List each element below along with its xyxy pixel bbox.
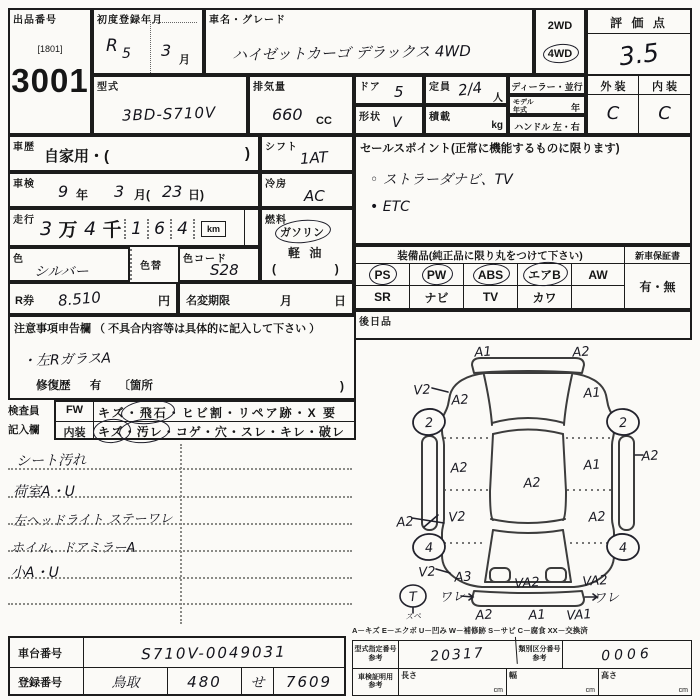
fuel-cell xyxy=(260,208,354,282)
r-ticket-value: 8.510 xyxy=(57,288,102,310)
repair-close-paren: ) xyxy=(340,379,344,393)
svg-text:V2: V2 xyxy=(448,509,467,526)
score-value: 3.5 xyxy=(617,37,661,72)
svg-text:V2: V2 xyxy=(418,564,437,581)
history-close: ) xyxy=(245,145,250,162)
svg-text:A2: A2 xyxy=(451,392,470,409)
handle-cell xyxy=(508,115,586,135)
notes-guide-vertical xyxy=(180,444,182,624)
capacity-label: 定員 xyxy=(429,82,451,93)
color-code-value: S28 xyxy=(210,261,239,279)
color-change-label: 色替 xyxy=(140,261,162,272)
mileage-sen-digit: 4 xyxy=(83,217,97,240)
name-change-day: 日 xyxy=(334,294,347,308)
fuel-gasoline: ガソリン xyxy=(280,224,324,240)
svg-text:A2: A2 xyxy=(523,475,542,492)
doors-label: ドア xyxy=(359,82,381,93)
svg-text:2: 2 xyxy=(424,415,434,432)
color-change-cell xyxy=(130,249,180,280)
score-cell xyxy=(586,8,692,135)
auction-number: 3001 xyxy=(11,62,89,99)
equip-airbag: エアB xyxy=(518,264,572,286)
svg-text:T: T xyxy=(408,589,418,606)
reg-class: 480 xyxy=(168,668,242,695)
month-suffix: 月 xyxy=(179,54,190,66)
capacity-cell xyxy=(424,75,508,105)
model-year-cell xyxy=(508,95,586,115)
type-no-value: 20317 xyxy=(398,637,518,672)
interior-label: 内 装 xyxy=(651,81,678,93)
fuel-paren-open: ( xyxy=(272,262,276,276)
sales-point-box xyxy=(354,135,692,245)
sales-point-1: ◦ ストラーダナビ、TV xyxy=(370,172,513,188)
ac-value: AC xyxy=(304,187,325,205)
svg-text:A2: A2 xyxy=(588,509,607,526)
model-code-label: 型式 xyxy=(97,82,119,93)
capacity-unit: 人 xyxy=(493,93,503,104)
svg-text:VA2: VA2 xyxy=(582,573,609,590)
model-year-label-1: モデル xyxy=(513,99,534,106)
drive-type-cell xyxy=(534,8,586,75)
inspector-label: 検査員 記入欄 xyxy=(8,405,40,436)
equip-aw: AW xyxy=(572,264,625,286)
reg-area: 鳥取 xyxy=(84,668,168,695)
fuel-paren-close: ) xyxy=(334,262,339,276)
drive-2wd: 2WD xyxy=(547,20,573,32)
ac-label: 冷房 xyxy=(265,179,287,190)
svg-text:VA2: VA2 xyxy=(514,575,541,592)
load-cell xyxy=(424,105,508,135)
displacement-unit: CC xyxy=(316,115,332,127)
note-cargo-area: 荷室A・U xyxy=(13,484,75,500)
interior-grade: C xyxy=(658,103,671,124)
model-code-value: 3BD-S710V xyxy=(121,103,217,125)
r-ticket-label: R券 xyxy=(15,295,34,307)
inspection-month: 3 xyxy=(114,182,125,201)
doors-cell xyxy=(354,75,424,105)
ac-cell xyxy=(260,172,354,208)
mileage-d2: 6 xyxy=(147,219,170,239)
warranty-label: 新車保証書 xyxy=(625,247,690,264)
svg-text:V2: V2 xyxy=(413,382,432,399)
fw-label: FW xyxy=(56,402,94,421)
reference-table xyxy=(352,640,692,696)
color-code-cell xyxy=(178,247,260,282)
model-code-cell xyxy=(92,75,248,135)
exterior-label: 外 装 xyxy=(588,76,639,94)
auction-number-label: 出品番号 xyxy=(13,15,57,26)
history-value: 自家用・( xyxy=(44,148,109,165)
damage-legend: A－キズ E－エクボ U－凹み W－補修跡 S－サビ C－腐食 XX－交換済 xyxy=(352,626,588,635)
warranty-value: 有・無 xyxy=(639,279,676,294)
type-no-label: 型式指定番号 参考 xyxy=(353,641,399,668)
inspection-month-suffix: 月( xyxy=(134,188,150,202)
length-cell: 長さ cm xyxy=(399,669,507,695)
fuel-diesel: 軽 油 xyxy=(288,246,325,260)
chassis-reg-table xyxy=(8,636,346,696)
svg-text:VA1: VA1 xyxy=(566,607,593,624)
svg-text:A2: A2 xyxy=(572,344,591,361)
equipment-table xyxy=(354,245,692,310)
interior-items: キズ ・ 汚レ ・ コゲ ・ 穴 ・ スレ ・ キレ ・ 破レ xyxy=(94,422,354,440)
equip-blank xyxy=(572,286,625,308)
interior-row-label: 内装 xyxy=(56,422,94,440)
first-reg-month: 3 xyxy=(161,41,172,60)
drive-4wd: 4WD xyxy=(547,48,573,60)
declaration-box xyxy=(8,315,356,400)
first-reg-year: 5 xyxy=(122,46,131,62)
shift-cell xyxy=(260,135,354,172)
class-no-label: 類別区分番号 参考 xyxy=(517,641,563,668)
history-cell xyxy=(8,135,260,172)
shape-value: V xyxy=(392,115,402,131)
load-label: 積載 xyxy=(429,112,451,123)
notes-guide-line xyxy=(8,577,352,579)
mileage-label: 走行 xyxy=(13,215,35,226)
auction-code: [1801] xyxy=(37,44,63,54)
exterior-grade: C xyxy=(588,95,639,133)
note-seat-dirt: シート汚れ xyxy=(15,452,87,470)
capacity-value: 2/4 xyxy=(456,78,484,100)
sen-glyph: 千 xyxy=(102,220,122,241)
color-code-label: 色コード xyxy=(183,254,227,265)
chassis-value: S710V-0049031 xyxy=(141,642,287,663)
shift-value: 1AT xyxy=(299,148,329,168)
svg-text:4: 4 xyxy=(424,540,434,557)
equip-pw: PW xyxy=(410,264,464,286)
displacement-cell xyxy=(248,75,354,135)
svg-text:A2: A2 xyxy=(641,448,660,465)
svg-text:2: 2 xyxy=(618,415,628,432)
chassis-label: 車台番号 xyxy=(10,638,84,667)
svg-text:ワレ: ワレ xyxy=(592,590,620,607)
doors-value: 5 xyxy=(394,83,404,101)
equip-kawa: カワ xyxy=(518,286,572,308)
handle-label: ハンドル 左・右 xyxy=(514,122,580,132)
mileage-cell xyxy=(8,208,260,247)
mileage-d1: 1 xyxy=(124,219,147,239)
svg-text:4: 4 xyxy=(618,540,628,557)
first-reg-era: R xyxy=(106,36,118,56)
load-unit: kg xyxy=(491,120,503,131)
reg-label: 登録番号 xyxy=(10,668,84,695)
repair-history-label: 修復歴 xyxy=(36,380,71,392)
declared-defect: ・左RガラスA xyxy=(21,350,112,370)
shift-label: シフト xyxy=(265,142,298,153)
fw-items: キズ ・ 飛石 ・ ヒビ割 ・ リペア跡 ・ X 要 xyxy=(94,402,354,421)
equip-sr: SR xyxy=(356,286,410,308)
svg-text:A1: A1 xyxy=(528,607,547,624)
reg-kana: せ xyxy=(242,668,274,695)
svg-text:A2: A2 xyxy=(450,460,469,477)
cert-label: 車検証明用 参考 xyxy=(353,669,399,695)
height-cell: 高さ cm xyxy=(601,671,688,694)
inspection-year-suffix: 年 xyxy=(76,188,89,202)
car-diagram xyxy=(396,333,696,625)
shape-label: 形状 xyxy=(359,112,381,123)
repair-location-label: 〔箇所 xyxy=(118,380,153,392)
shape-cell xyxy=(354,105,424,135)
color-cell xyxy=(8,247,130,282)
equip-tv: TV xyxy=(464,286,518,308)
car-name-cell xyxy=(204,8,534,75)
r-ticket-cell xyxy=(8,282,178,315)
repair-history-value: 有 xyxy=(89,380,102,392)
inspector-table xyxy=(54,400,356,440)
first-registration-cell xyxy=(92,8,204,75)
name-change-label: 名変期限 xyxy=(186,295,230,307)
inspection-day-suffix: 日) xyxy=(188,188,204,202)
history-label: 車歴 xyxy=(13,142,35,153)
inspection-label: 車検 xyxy=(13,179,35,190)
name-change-cell xyxy=(178,282,354,315)
note-wheel-mirror: ホイル、ドアミラーA xyxy=(11,541,136,556)
equipment-title: 装備品(純正品に限り丸をつけて下さい) xyxy=(356,247,625,264)
auction-number-cell xyxy=(8,8,92,135)
dealer-cell xyxy=(508,75,586,95)
svg-text:A2: A2 xyxy=(475,607,494,624)
declaration-title: 注意事項申告欄 （ 不具合内容等は具体的に記入して下さい ） xyxy=(14,323,321,335)
score-label: 評 価 点 xyxy=(588,10,690,34)
inspection-cell xyxy=(8,172,260,208)
inspection-day: 23 xyxy=(162,182,183,201)
later-items-label: 後日品 xyxy=(359,317,392,328)
man-glyph: 万 xyxy=(58,220,78,241)
sales-point-title: セールスポイント(正常に機能するものに限ります) xyxy=(360,143,620,155)
svg-text:スペ: スペ xyxy=(404,611,422,622)
car-name-value: ハイゼットカーゴ デラックス 4WD xyxy=(231,41,471,65)
svg-text:A2: A2 xyxy=(396,514,415,531)
equip-navi: ナビ xyxy=(410,286,464,308)
svg-text:ワレ: ワレ xyxy=(438,589,466,606)
first-registration-label: 初度登録年月 xyxy=(97,15,163,26)
mileage-d3: 4 xyxy=(170,219,195,239)
km-unit: km xyxy=(201,221,226,237)
year-suffix: 年 xyxy=(570,103,580,113)
dealer-label: ディーラー・並行 xyxy=(511,82,583,92)
name-change-month: 月 xyxy=(280,294,293,308)
width-cell: 幅 cm xyxy=(507,669,599,695)
inspection-year: 9 xyxy=(58,182,69,201)
svg-text:A1: A1 xyxy=(474,344,493,361)
displacement-value: 660 xyxy=(272,105,303,124)
yen-glyph: 円 xyxy=(157,294,170,308)
color-value: シルバー xyxy=(34,264,89,280)
sales-point-2: • ETC xyxy=(370,199,410,215)
reg-number: 7609 xyxy=(285,672,333,691)
svg-text:A1: A1 xyxy=(583,457,602,474)
notes-guide-line xyxy=(8,603,352,605)
first-reg-month-box xyxy=(150,22,197,73)
equip-ps: PS xyxy=(356,264,410,286)
fuel-label: 燃料 xyxy=(265,215,287,226)
svg-text:A1: A1 xyxy=(583,385,602,402)
car-name-label: 車名・グレード xyxy=(209,15,286,26)
note-headlight-stay: 左ヘッドライト ステーワレ xyxy=(12,511,173,530)
class-no-value: 0006 xyxy=(600,645,654,664)
model-year-label-2: 年式 xyxy=(513,107,527,115)
color-label: 色 xyxy=(13,254,24,265)
displacement-label: 排気量 xyxy=(253,82,286,93)
note-small-au: 小A・U xyxy=(11,565,59,581)
svg-text:A3: A3 xyxy=(454,569,473,586)
equip-abs: ABS xyxy=(464,264,518,286)
mileage-man-digit: 3 xyxy=(39,217,53,240)
